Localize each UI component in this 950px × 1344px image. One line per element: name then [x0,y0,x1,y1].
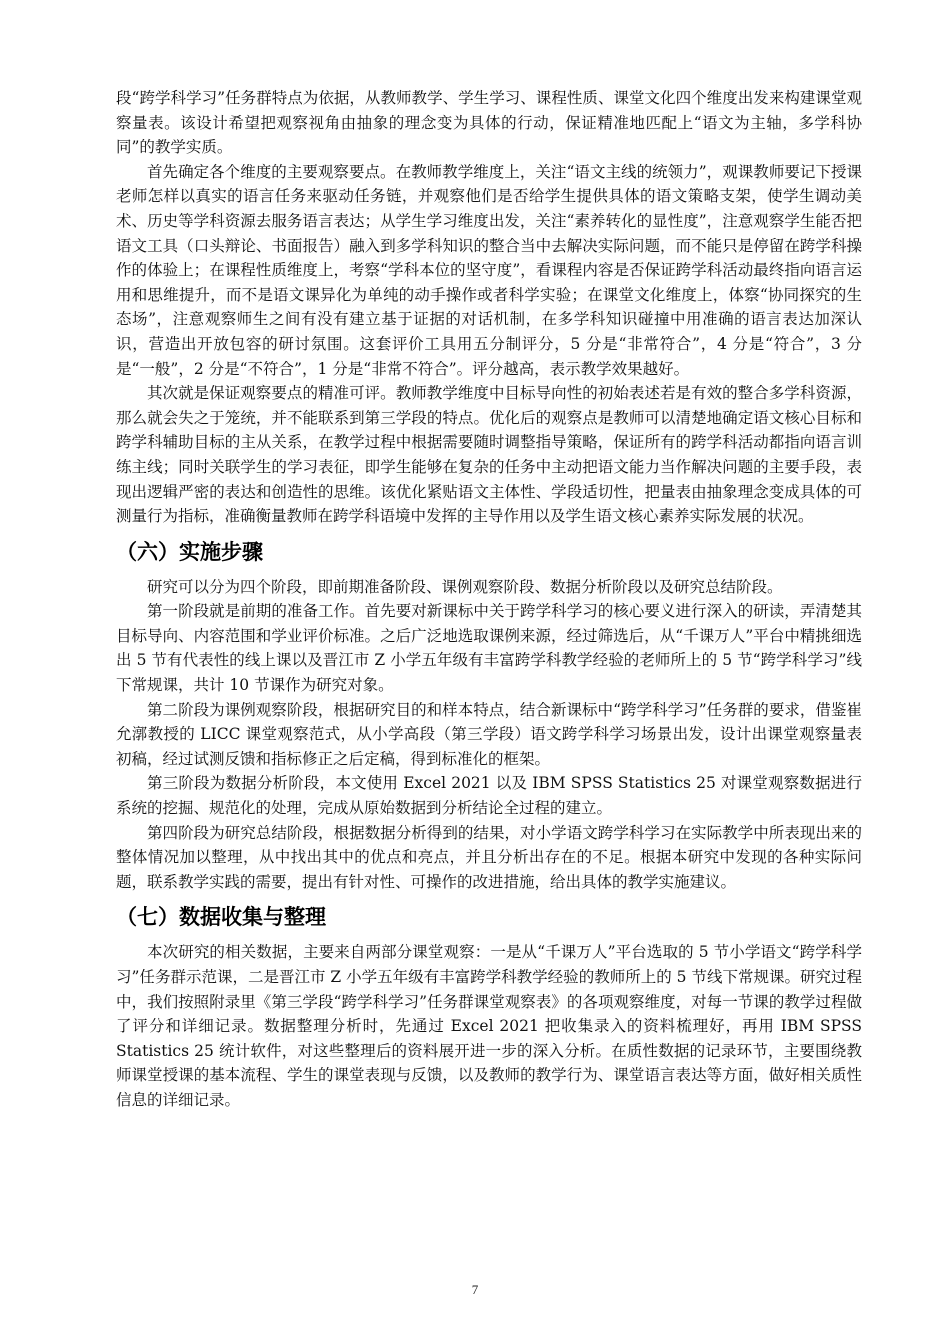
page-number: 7 [471,1282,479,1297]
page-body [116,86,862,1113]
body-paragraph: 其次就是保证观察要点的精准可评。教师教学维度中目标导向性的初始表述若是有效的整合多学科资源，那么就会失之于笼统，并不能联系到第三学段的特点。优化后的观察点是教师可以清楚地确定语文核心目标和跨学科辅助目标的主从关系，在教学过程中根据需要随时调整指导策略，保证所有的跨学科活动都指向语言训练主线；同时关联学生的学习表征，即学生能够在复杂的任务中主动把语文能力当作解决问题的主要手段，表现出逻辑严密的表达和创造性的思维。该优化紧贴语文主体性、学段适切性，把量表由抽象理念变成具体的可测量行为指标，准确衡量教师在跨学科语境中发挥的主导作用以及学生语文核心素养实际发展的状况。 [116,384,862,526]
body-paragraph: 第四阶段为研究总结阶段，根据数据分析得到的结果，对小学语文跨学科学习在实际教学中所表现出来的整体情况加以整理，从中找出其中的优点和亮点，并且分析出存在的不足。根据本研究中发现的各种实际问题，联系教学实践的需要，提出有针对性、可操作的改进措施，给出具体的教学实施建议。 [116,823,862,891]
body-paragraph: 本次研究的相关数据，主要来自两部分课堂观察：一是从“千课万人”平台选取的 5 节小学语文“跨学科学习”任务群示范课，二是晋江市 Z 小学五年级有丰富跨学科教学经验的教师所上的 5 节线下常规课。研究过程中，我们按照附录里《第三学段“跨学科学习”任务群课堂观察表》的各项观察维度，对每一节课的教学过程做了评分和详细记录。数据整理分析时，先通过 Excel 2021 把收集录入的资料梳理好，再用 IBM SPSS Statistics 25 统计软件，对这些整理后的资料展开进一步的深入分析。在质性数据的记录环节，主要围绕教师课堂授课的基本流程、学生的课堂表现与反馈，以及教师的教学行为、课堂语言表达等方面，做好相关质性信息的详细记录。 [116,943,862,1109]
body-paragraph: 第三阶段为数据分析阶段，本文使用 Excel 2021 以及 IBM SPSS Statistics 25 对课堂观察数据进行系统的挖掘、规范化的处理，完成从原始数据到分析结论全过程的建立。 [116,774,862,818]
body-paragraph: 第一阶段就是前期的准备工作。首先要对新课标中关于跨学科学习的核心要义进行深入的研读，弄清楚其目标导向、内容范围和学业评价标准。之后广泛地选取课例来源，经过筛选后，从“千课万人”平台中精挑细选出 5 节有代表性的线上课以及晋江市 Z 小学五年级有丰富跨学科教学经验的老师所上的 5 节“跨学科学习”线下常规课，共计 10 节课作为研究对象。 [116,602,862,695]
section-heading-implementation-steps: （六）实施步骤 [116,539,263,564]
body-paragraph: 第二阶段为课例观察阶段，根据研究目的和样本特点，结合新课标中“跨学科学习”任务群的要求，借鉴崔允漷教授的 LICC 课堂观察范式，从小学高段（第三学段）语文跨学科学习场景出发，设计出课堂观察量表初稿，经过试测反馈和指标修正之后定稿，得到标准化的框架。 [116,700,862,768]
section-heading-data-collection: （七）数据收集与整理 [116,905,326,930]
body-paragraph: 段“跨学科学习”任务群特点为依据，从教师教学、学生学习、课程性质、课堂文化四个维度出发来构建课堂观察量表。该设计希望把观察视角由抽象的理念变为具体的行动，保证精准地匹配上“语文为主轴，多学科协同”的教学实质。 [116,89,862,157]
body-paragraph: 首先确定各个维度的主要观察要点。在教师教学维度上，关注“语文主线的统领力”，观课教师要记下授课老师怎样以真实的语言任务来驱动任务链，并观察他们是否给学生提供具体的语文策略支架，使学生调动美术、历史等学科资源去服务语言表达；从学生学习维度出发，关注“素养转化的显性度”，注意观察学生能否把语文工具（口头辩论、书面报告）融入到多学科知识的整合当中去解决实际问题，而不能只是停留在跨学科操作的体验上；在课程性质维度上，考察“学科本位的坚守度”，看课程内容是否保证跨学科活动最终指向语言运用和思维提升，而不是语文课异化为单纯的动手操作或者科学实验；在课堂文化维度上，体察“协同探究的生态场”，注意观察师生之间有没有建立基于证据的对话机制，在多学科知识碰撞中用准确的语言表达加深认识，营造出开放包容的研讨氛围。这套评价工具用五分制评分，5 分是“非常符合”，4 分是“符合”，3 分是“一般”，2 分是“不符合”，1 分是“非常不符合”。评分越高，表示教学效果越好。 [116,162,862,378]
body-paragraph: 研究可以分为四个阶段，即前期准备阶段、课例观察阶段、数据分析阶段以及研究总结阶段。 [147,577,783,596]
